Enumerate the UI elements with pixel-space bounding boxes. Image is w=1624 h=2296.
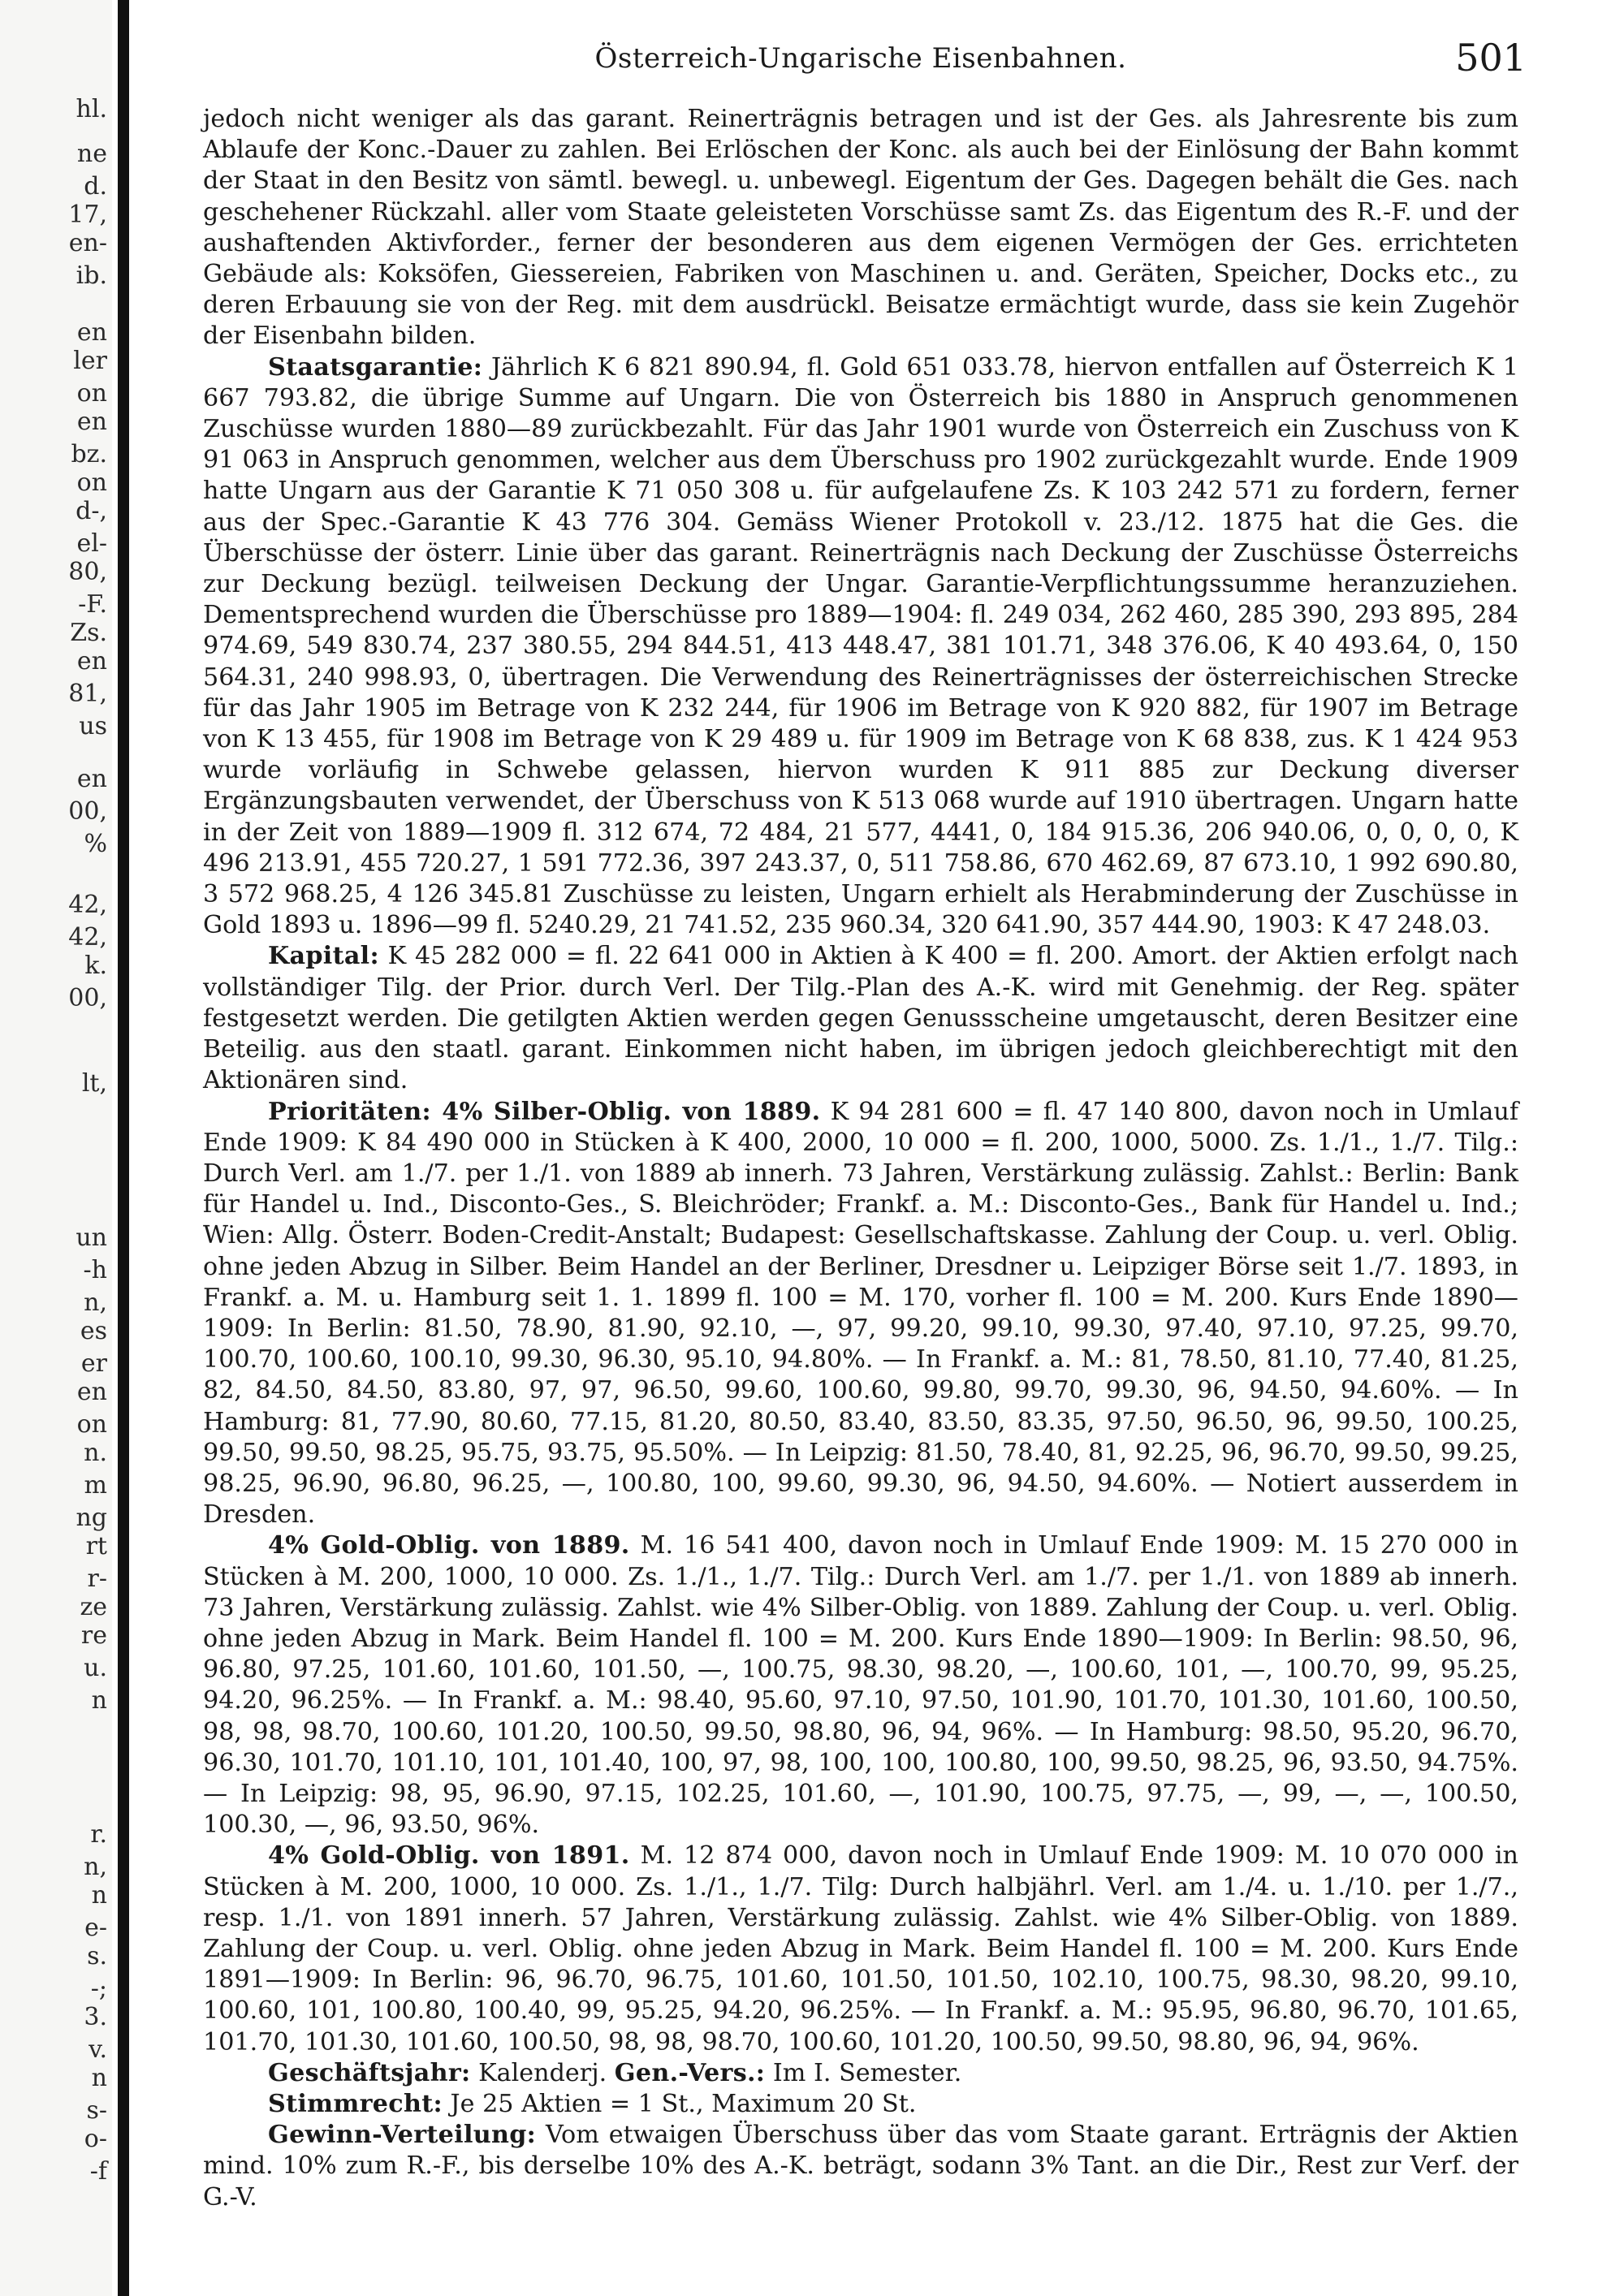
paragraph-geschaeftsjahr: [203, 2058, 1518, 2089]
margin-fragment: 42,: [68, 923, 107, 952]
paragraph-kapital: [203, 941, 1518, 1096]
margin-fragment: er: [80, 1349, 107, 1378]
margin-fragment: Zs.: [70, 619, 107, 647]
margin-fragment: -f: [89, 2157, 107, 2186]
paragraph-text: Je 25 Aktien = 1 St., Maximum 20 St.: [442, 2090, 917, 2118]
page: [203, 32, 1527, 2265]
margin-fragment: on: [76, 468, 107, 497]
margin-fragment: el-: [76, 529, 107, 558]
section-heading: Stimmrecht:: [268, 2090, 443, 2118]
paragraph-prioritaeten-silber-1889: [203, 1097, 1518, 1531]
paragraph-gold-1889: [203, 1530, 1518, 1841]
margin-fragment: n.: [84, 1439, 107, 1467]
paragraph-text: M. 16 541 400, davon noch in Umlauf Ende 1909: M. 15 270 000 in Stücken à M. 200, 1000, 10 000. Zs. 1./1., 1./7. Tilg.: Durch Verl. am 1./7. per 1./1. von 1889 ab innerh. 73 Jahren, Verstärkung zulässig. Zahlst. wie 4% Silber-Oblig. von 1889. Zahlung der Coup. u. verl. Oblig. ohne jeden Abzug in Mark. Beim Handel fl. 100 = M. 200. Kurs Ende 1890—1909: In Berlin: 98.50, 96, 96.80, 97.25, 101.60, 101.60, 101.50, —, 100.75, 98.30, 98.20, —, 100.60, 101, —, 100.70, 99, 95.25, 94.20, 96.25%. — In Frankf. a. M.: 98.40, 95.60, 97.10, 97.50, 101.90, 101.70, 101.30, 101.60, 100.50, 98, 98, 98.70, 100.60, 101.20, 100.50, 99.50, 98.80, 96, 94, 96%. — In Hamburg: 98.50, 95.20, 96.70, 96.30, 101.70, 101.10, 101, 101.40, 100, 97, 98, 100, 100, 100.80, 100, 99.50, 98.25, 96, 93.50, 94.75%. — In Leipzig: 98, 95, 96.90, 97.15, 102.25, 101.60, —, 101.90, 100.75, 97.75, —, 99, —, —, 100.50, 100.30, —, 96, 93.50, 96%.: [203, 1531, 1518, 1840]
margin-fragment: en: [76, 318, 107, 347]
margin-fragment: lt,: [81, 1069, 107, 1098]
margin-fragment: hl.: [76, 95, 107, 123]
margin-fragment: rt: [85, 1532, 107, 1560]
margin-fragment: en: [76, 1378, 107, 1406]
margin-fragment: r-: [87, 1564, 107, 1593]
margin-fragment: re: [80, 1621, 107, 1650]
paragraph-concession-end: [203, 104, 1518, 352]
margin-fragment: us: [79, 712, 107, 740]
body-text: [203, 104, 1518, 2213]
margin-fragment: d-,: [76, 497, 107, 525]
section-heading: Gewinn-Verteilung:: [268, 2121, 537, 2150]
section-heading: Staatsgarantie:: [268, 352, 483, 382]
paragraph-text: Vom etwaigen Überschuss über das vom Staate garant. Erträgnis der Aktien mind. 10% zum R.-F., bis derselbe 10% des A.-K. beträgt, sodann 3% Tant. an die Dir., Rest zur Verf. der G.-V.: [203, 2121, 1518, 2212]
margin-fragment: o-: [84, 2125, 107, 2153]
margin-fragment: bz.: [71, 440, 107, 468]
margin-fragment: ler: [73, 347, 107, 375]
paragraph-stimmrecht: [203, 2089, 1518, 2120]
margin-fragment: on: [76, 379, 107, 408]
margin-fragment: 81,: [68, 680, 107, 708]
margin-fragment: en: [76, 647, 107, 675]
section-heading: 4% Gold-Oblig. von 1889.: [268, 1531, 630, 1560]
margin-fragment: k.: [84, 952, 107, 980]
margin-fragment: en: [76, 408, 107, 436]
margin-fragment: en-: [68, 229, 107, 257]
margin-fragment: -F.: [78, 590, 107, 619]
margin-fragment: 42,: [68, 891, 107, 919]
section-heading: 4% Gold-Oblig. von 1891.: [268, 1841, 630, 1871]
margin-fragment: n,: [84, 1288, 107, 1317]
margin-fragment: ng: [76, 1504, 107, 1532]
margin-fragment: on: [76, 1410, 107, 1439]
margin-fragment: en: [76, 765, 107, 793]
paragraph-staatsgarantie: [203, 352, 1518, 942]
margin-fragment: %: [84, 830, 107, 858]
margin-fragment: s-: [86, 2096, 107, 2125]
paragraph-gold-1891: [203, 1841, 1518, 2057]
margin-fragment: n,: [84, 1853, 107, 1881]
page-gutter-line: [118, 0, 129, 2296]
margin-fragment: u.: [84, 1654, 107, 1682]
margin-fragment: ne: [76, 140, 107, 168]
margin-fragment: 3.: [84, 2003, 107, 2031]
page-number: 501: [1455, 36, 1527, 80]
margin-fragment: n: [91, 2064, 107, 2092]
margin-fragment: 80,: [68, 558, 107, 586]
paragraph-text: Jährlich K 6 821 890.94, fl. Gold 651 033.78, hiervon entfallen auf Österreich K 1 667 793.82, die übrige Summe auf Ungarn. Die von Österreich bis 1880 in Anspruch genommenen Zuschüsse wurden 1880—89 zurückbezahlt. Für das Jahr 1901 wurde von Österreich ein Zuschuss von K 91 063 in Anspruch genommen, welcher aus dem Überschuss pro 1902 zurückgezahlt wurde. Ende 1909 hatte Ungarn aus der Garantie K 71 050 308 u. für aufgelaufene Zs. K 103 242 571 zu fordern, ferner aus der Spec.-Garantie K 43 776 304. Gemäss Wiener Protokoll v. 23./12. 1875 hat die Ges. die Überschüsse der österr. Linie über das garant. Reinerträgnis nach Deckung der Zuschüsse Österreichs zur Deckung bezügl. teilweisen Deckung der Ungar. Garantie-Verpflichtungssumme heranzuziehen. Dementsprechend wurden die Überschüsse pro 1889—1904: fl. 249 034, 262 460, 285 390, 293 895, 284 974.69, 549 830.74, 237 380.55, 294 844.51, 413 448.47, 381 101.71, 348 376.06, K 40 493.64, 0, 150 564.31, 240 998.93, 0, übertragen. Die Verwendung des Reinerträgnisses der österreichischen Strecke für das Jahr 1905 im Betrage von K 232 244, für 1906 im Betrage von K 920 882, für 1907 im Betrage von K 13 455, für 1908 im Betrage von K 29 489 u. für 1909 im Betrage von K 68 838, zus. K 1 424 953 wurde vorläufig in Schwebe gelassen, hiervon wurden K 911 885 zur Deckung diverser Ergänzungsbauten verwendet, der Überschuss von K 513 068 wurde auf 1910 übertragen. Ungarn hatte in der Zeit von 1889—1909 fl. 312 674, 72 484, 21 577, 4441, 0, 184 915.36, 206 940.06, 0, 0, 0, 0, K 496 213.91, 455 720.27, 1 591 772.36, 397 243.37, 0, 511 758.86, 670 462.69, 87 673.10, 1 992 690.80, 3 572 968.25, 4 126 345.81 Zuschüsse zu leisten, Ungarn erhielt als Herabminderung der Zuschüsse in Gold 1893 u. 1896—99 fl. 5240.29, 21 741.52, 235 960.34, 320 641.90, 357 444.90, 1903: K 47 248.03.: [203, 352, 1518, 940]
paragraph-text: M. 12 874 000, davon noch in Umlauf Ende 1909: M. 10 070 000 in Stücken à M. 200, 1000, 10 000. Zs. 1./1., 1./7. Tilg: Durch halbjährl. Verl. am 1./4. u. 1./10. per 1./7., resp. 1./1. von 1891 innerh. 57 Jahren, Verstärkung zulässig. Zahlst. wie 4% Silber-Oblig. von 1889. Zahlung der Coup. u. verl. Oblig. ohne jeden Abzug in Mark. Beim Handel fl. 100 = M. 200. Kurs Ende 1891—1909: In Berlin: 96, 96.70, 96.75, 101.60, 101.50, 101.50, 102.10, 100.75, 98.30, 98.20, 99.10, 100.60, 101, 100.80, 100.40, 99, 95.25, 94.20, 96.25%. — In Frankf. a. M.: 95.95, 96.80, 96.70, 101.65, 101.70, 101.30, 101.60, 100.50, 98, 98, 98.70, 100.60, 101.20, 100.50, 99.50, 98.80, 96, 94, 96%.: [203, 1841, 1518, 2056]
margin-fragment: d.: [84, 172, 107, 201]
margin-fragment: un: [76, 1224, 107, 1252]
margin-fragment: 00,: [68, 797, 107, 826]
margin-fragment: -h: [83, 1256, 107, 1284]
margin-fragment: e-: [84, 1914, 107, 1942]
previous-page-margin: [0, 0, 112, 2296]
paragraph-text: jedoch nicht weniger als das garant. Reinerträgnis betragen und ist der Ges. als Jahresrente bis zum Ablaufe der Konc.-Dauer zu zahlen. Bei Erlöschen der Konc. als auch bei der Einlösung der Bahn kommt der Staat in den Besitz von sämtl. bewegl. u. unbewegl. Eigentum der Ges. Dagegen behält die Ges. nach geschehener Rückzahl. aller vom Staate geleisteten Vorschüsse samt Zs. das Eigentum des R.-F. und der aushaftenden Aktivforder., ferner der besonderen aus dem eigenen Vermögen der Ges. errichteten Gebäude als: Koksöfen, Giessereien, Fabriken von Maschinen u. and. Geräten, Speicher, Docks etc., zu deren Erbauung sie von der Reg. mit dem ausdrückl. Beisatze ermächtigt wurde, dass sie kein Zugehör der Eisenbahn bilden.: [203, 105, 1518, 351]
paragraph-gewinn-verteilung: [203, 2120, 1518, 2213]
margin-fragment: m: [84, 1471, 107, 1500]
margin-fragment: s.: [87, 1942, 107, 1970]
running-title: Österreich-Ungarische Eisenbahnen.: [594, 42, 1127, 75]
paragraph-text: K 94 281 600 = fl. 47 140 800, davon noch in Umlauf Ende 1909: K 84 490 000 in Stücken à K 400, 2000, 10 000 = fl. 200, 1000, 5000. Zs. 1./1., 1./7. Tilg.: Durch Verl. am 1./7. per 1./1. von 1889 ab innerh. 73 Jahren, Verstärkung zulässig. Zahlst.: Berlin: Bank für Handel u. Ind., Disconto-Ges., S. Bleichröder; Frankf. a. M.: Disconto-Ges., Bank für Handel u. Ind.; Wien: Allg. Österr. Boden-Credit-Anstalt; Budapest: Gesellschaftskasse. Zahlung der Coup. u. verl. Oblig. ohne jeden Abzug in Silber. Beim Handel an der Berliner, Dresdner u. Leipziger Börse seit 1./7. 1893, in Frankf. a. M. u. Hamburg seit 1. 1. 1899 fl. 100 = M. 170, vorher fl. 100 = M. 200. Kurs Ende 1890—1909: In Berlin: 81.50, 78.90, 81.90, 92.10, —, 97, 99.20, 99.10, 99.30, 97.40, 97.10, 97.25, 99.70, 100.70, 100.60, 100.10, 99.30, 96.30, 95.10, 94.80%. — In Frankf. a. M.: 81, 78.50, 81.10, 77.40, 81.25, 82, 84.50, 84.50, 83.80, 97, 97, 96.50, 99.60, 100.60, 99.80, 99.70, 99.30, 96, 94.50, 94.60%. — In Hamburg: 81, 77.90, 80.60, 77.15, 81.20, 80.50, 83.40, 83.50, 83.35, 97.50, 96.50, 96, 99.50, 100.25, 99.50, 99.50, 98.25, 95.75, 93.75, 95.50%. — In Leipzig: 81.50, 78.40, 81, 92.25, 96, 96.70, 99.50, 99.25, 98.25, 96.90, 96.80, 96.25, —, 100.80, 100, 99.60, 99.30, 96, 94.50, 94.60%. — Notiert ausserdem in Dresden.: [203, 1097, 1519, 1530]
margin-fragment: 00,: [68, 984, 107, 1012]
section-heading: Geschäftsjahr:: [268, 2058, 471, 2087]
margin-fragment: ib.: [76, 261, 107, 290]
margin-fragment: v.: [89, 2035, 107, 2064]
paragraph-text: Kalenderj.: [470, 2058, 615, 2087]
margin-fragment: r.: [90, 1820, 107, 1849]
section-heading: Prioritäten: 4% Silber-Oblig. von 1889.: [268, 1097, 821, 1126]
paragraph-text: K 45 282 000 = fl. 22 641 000 in Aktien à K 400 = fl. 200. Amort. der Aktien erfolgt nach vollständiger Tilg. der Prior. durch Verl. Der Tilg.-Plan des A.-K. wird mit Genehmig. der Reg. später festgesetzt werden. Die getilgten Aktien werden gegen Genussscheine umgetauscht, deren Besitzer eine Beteilig. aus den staatl. garant. Einkommen nicht haben, im übrigen jedoch gleichberechtigt mit den Aktionären sind.: [203, 942, 1518, 1095]
running-header: [203, 32, 1527, 89]
margin-fragment: 17,: [68, 201, 107, 229]
paragraph-text: Im I. Semester.: [765, 2058, 962, 2087]
margin-fragment: ze: [80, 1593, 107, 1621]
margin-fragment: n: [91, 1686, 107, 1715]
section-heading-gen-vers: Gen.-Vers.:: [614, 2058, 766, 2087]
margin-fragment: n: [91, 1881, 107, 1910]
margin-fragment: -;: [90, 1974, 107, 2003]
margin-fragment: es: [80, 1317, 107, 1345]
section-heading: Kapital:: [268, 942, 379, 971]
